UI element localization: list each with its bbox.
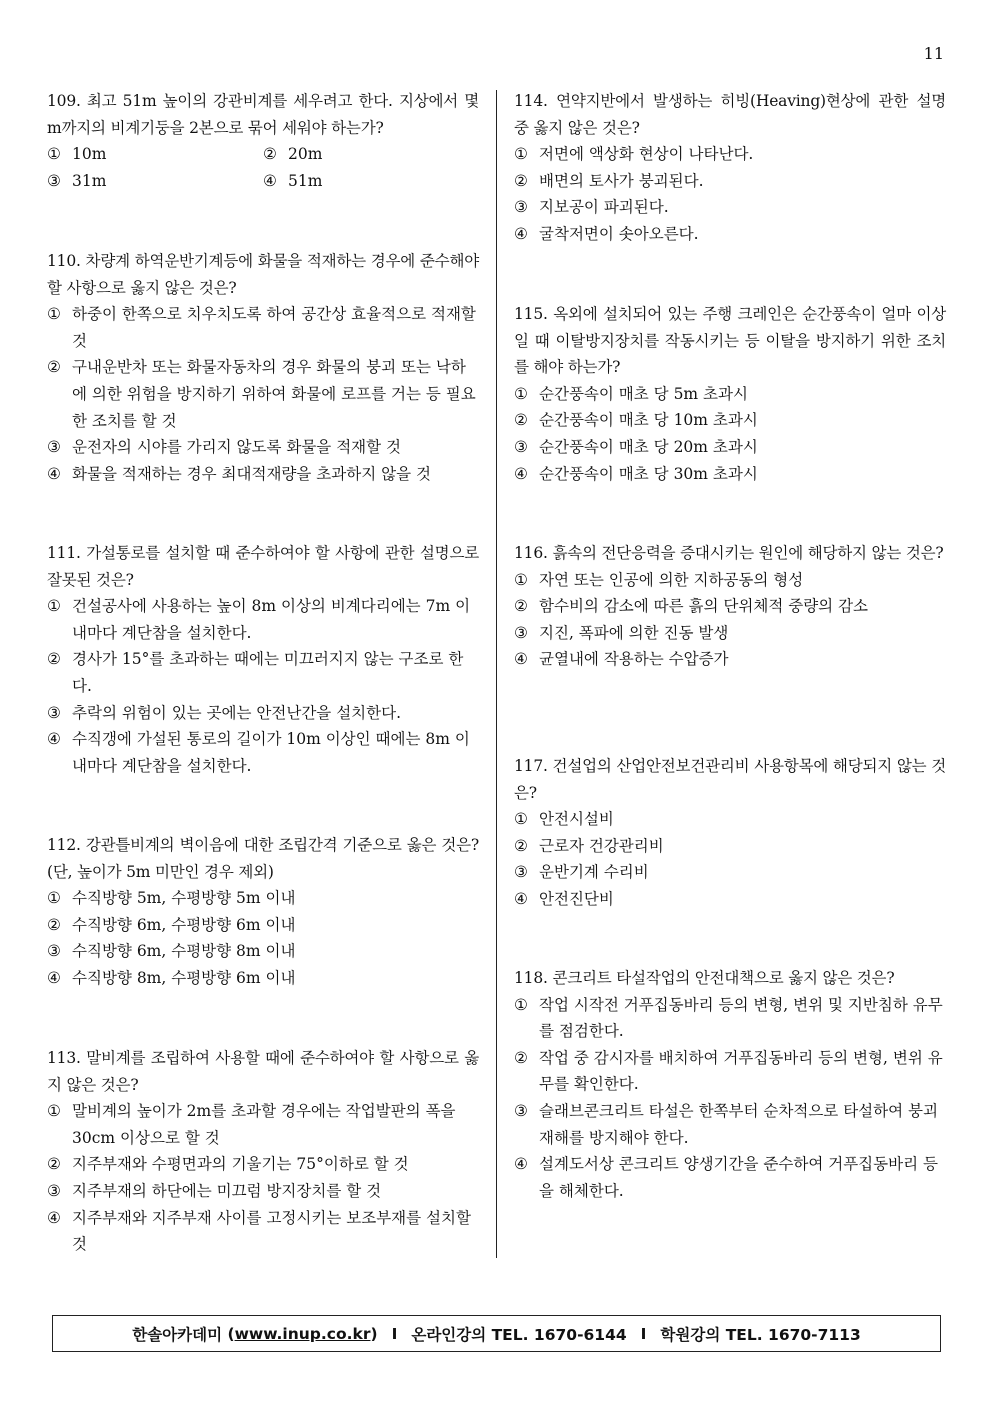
question-112: [47, 832, 479, 992]
offline-lecture-phone: 학원강의 TEL. 1670-7113: [660, 1325, 861, 1344]
option: ① 수직방향 5m, 수평방향 5m 이내: [47, 889, 296, 908]
page-number: 11: [923, 44, 944, 63]
option: ③ 운반기계 수리비: [514, 863, 649, 882]
question-111: [47, 540, 479, 779]
option: ② 경사가 15°를 초과하는 때에는 미끄러지지 않는 구조로 한다.: [47, 650, 464, 695]
option: ③ 31m: [47, 171, 107, 190]
question-115: [514, 301, 946, 487]
academy-name: 한솔아카데미: [132, 1325, 223, 1344]
option: ③ 수직방향 6m, 수평방향 8m 이내: [47, 942, 296, 961]
option: ③ 슬래브콘크리트 타설은 한쪽부터 순차적으로 타설하여 붕괴 재해를 방지해야 한다.: [514, 1101, 938, 1147]
option: ① 자연 또는 인공에 의한 지하공동의 형성: [514, 570, 804, 589]
option: ① 하중이 한쪽으로 치우치도록 하여 공간상 효율적으로 적재할 것: [47, 305, 476, 350]
option: ④ 화물을 적재하는 경우 최대적재량을 초과하지 않을 것: [47, 464, 431, 483]
option: ① 작업 시작전 거푸집동바리 등의 변형, 변위 및 지반침하 유무를 점검한다.: [514, 995, 943, 1041]
question-117: [514, 753, 946, 913]
option: ④ 굴착저면이 솟아오른다.: [514, 224, 699, 243]
option: ② 지주부재와 수평면과의 기울기는 75°이하로 할 것: [47, 1155, 409, 1174]
option: ④ 수직방향 8m, 수평방향 6m 이내: [47, 968, 296, 987]
footer-separator: I: [640, 1324, 647, 1343]
option: ② 구내운반차 또는 화물자동차의 경우 화물의 붕괴 또는 낙하에 의한 위험을 방지하기 위하여 화물에 로프를 거는 등 필요한 조치를 할 것: [47, 358, 476, 430]
option: ③ 추락의 위험이 있는 곳에는 안전난간을 설치한다.: [47, 703, 402, 722]
column-divider: [496, 90, 497, 1258]
option: ④ 안전진단비: [514, 889, 614, 908]
option: ④ 설계도서상 콘크리트 양생기간을 준수하여 거푸집동바리 등을 해체한다.: [514, 1155, 938, 1200]
option: ④ 균열내에 작용하는 수압증가: [514, 650, 729, 669]
question-110: [47, 248, 479, 487]
question-stem: 118. 콘크리트 타설작업의 안전대책으로 옳지 않은 것은?: [514, 969, 895, 987]
option: ① 저면에 액상화 현상이 나타난다.: [514, 145, 754, 164]
question-stem: 110. 차량계 하역운반기계등에 화물을 적재하는 경우에 준수해야 할 사항으로 옳지 않은 것은?: [47, 252, 479, 297]
question-stem: 112. 강관틀비계의 벽이음에 대한 조립간격 기준으로 옳은 것은? (단, 높이가 5m 미만인 경우 제외): [47, 836, 479, 881]
option: ② 배면의 토사가 붕괴된다.: [514, 171, 704, 190]
option: ② 20m: [263, 145, 323, 164]
question-stem: 114. 연약지반에서 발생하는 히빙(Heaving)현상에 관한 설명 중 옳지 않은 것은?: [514, 92, 946, 137]
option: ② 근로자 건강관리비: [514, 836, 664, 855]
option: ① 말비계의 높이가 2m를 초과할 경우에는 작업발판의 폭을 30cm 이상으로 할 것: [47, 1102, 456, 1147]
option: ① 건설공사에 사용하는 높이 8m 이상의 비계다리에는 7m 이내마다 계단참을 설치한다.: [47, 597, 471, 642]
question-stem: 115. 옥외에 설치되어 있는 주행 크레인은 순간풍속이 얼마 이상일 때 이탈방지장치를 작동시키는 등 이탈을 방지하기 위한 조치를 해야 하는가?: [514, 305, 946, 377]
option: ① 10m: [47, 145, 107, 164]
footer-separator: I: [391, 1324, 398, 1343]
website-link[interactable]: www.inup.co.kr: [234, 1324, 371, 1343]
option: ③ 순간풍속이 매초 당 20m 초과시: [514, 437, 758, 456]
option: ③ 운전자의 시야를 가리지 않도록 화물을 적재할 것: [47, 438, 402, 457]
question-stem: 117. 건설업의 산업안전보건관리비 사용항목에 해당되지 않는 것은?: [514, 757, 946, 802]
footer-banner: [52, 1315, 941, 1352]
option: ② 작업 중 감시자를 배치하여 거푸집동바리 등의 변형, 변위 유무를 확인한다.: [514, 1048, 943, 1094]
website-wrapper: (www.inup.co.kr): [222, 1324, 378, 1343]
option: ③ 지주부재의 하단에는 미끄럼 방지장치를 할 것: [47, 1181, 382, 1200]
option: ④ 수직갱에 가설된 통로의 길이가 10m 이상인 때에는 8m 이내마다 계단참을 설치한다.: [47, 730, 470, 775]
option: ④ 순간풍속이 매초 당 30m 초과시: [514, 464, 758, 483]
option: ① 순간풍속이 매초 당 5m 초과시: [514, 384, 748, 403]
question-stem: 111. 가설통로를 설치할 때 준수하여야 할 사항에 관한 설명으로 잘못된 것은?: [47, 544, 479, 589]
question-114: [514, 88, 946, 248]
question-109: [47, 88, 479, 194]
option-list: [47, 141, 479, 194]
option: ④ 지주부재와 지주부재 사이를 고정시키는 보조부재를 설치할 것: [47, 1208, 471, 1254]
question-stem: 109. 최고 51m 높이의 강관비계를 세우려고 한다. 지상에서 몇 m까지의 비계기둥을 2본으로 묶어 세워야 하는가?: [47, 92, 479, 137]
option: ③ 지보공이 파괴된다.: [514, 198, 669, 217]
option: ④ 51m: [263, 171, 323, 190]
option: ② 수직방향 6m, 수평방향 6m 이내: [47, 915, 296, 934]
question-stem: 116. 흙속의 전단응력을 증대시키는 원인에 해당하지 않는 것은?: [514, 544, 944, 562]
question-113: [47, 1045, 479, 1258]
option: ② 함수비의 감소에 따른 흙의 단위체적 중량의 감소: [514, 597, 869, 616]
option: ① 안전시설비: [514, 810, 614, 829]
option: ② 순간풍속이 매초 당 10m 초과시: [514, 411, 758, 430]
option: ③ 지진, 폭파에 의한 진동 발생: [514, 623, 729, 642]
question-stem: 113. 말비계를 조립하여 사용할 때에 준수하여야 할 사항으로 옳지 않은 것은?: [47, 1049, 479, 1094]
online-lecture-phone: 온라인강의 TEL. 1670-6144: [411, 1325, 627, 1344]
question-118: [514, 965, 946, 1204]
question-116: [514, 540, 946, 673]
